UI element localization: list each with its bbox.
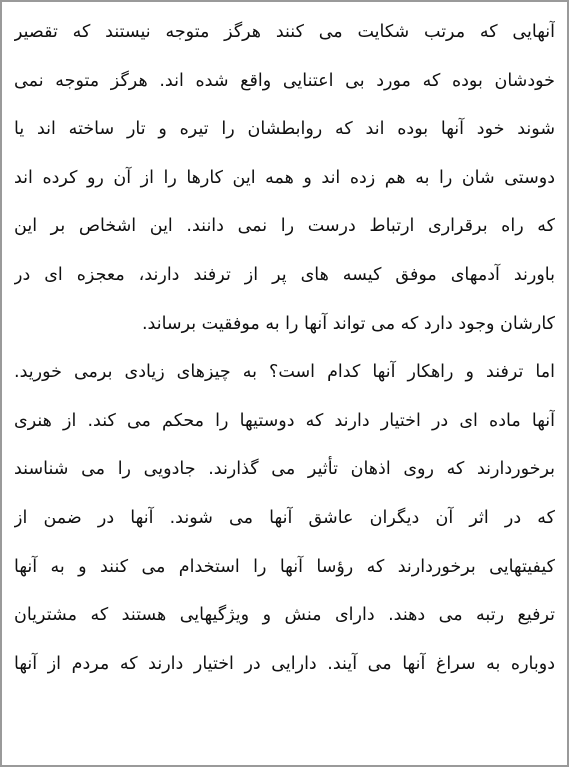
text-line-12: کیفیتهایی برخوردارند که رؤسا آنها را استخدام می کنند و به آنها xyxy=(14,556,555,577)
text-line-4: دوستی شان را به هم زده اند و همه این کارها را از آن رو کرده اند xyxy=(14,167,555,188)
text-line-1: آنهایی که مرتب شکایت می کنند هرگز متوجه نیستند که تقصیر xyxy=(14,22,555,42)
text-line-10: برخوردارند که روی اذهان تأثیر می گذارند. جادویی را می شناسند xyxy=(14,459,555,480)
text-line-2: خودشان بوده که مورد بی اعتنایی واقع شده اند. هرگز متوجه نمی xyxy=(14,70,555,91)
text-line-3: شوند خود آنها بوده اند که روابطشان را تیره و تار ساخته اند یا xyxy=(14,119,555,140)
body-text xyxy=(14,8,555,688)
text-line-14: دوباره به سراغ آنها می آیند. دارایی در اختیار دارند که مردم از آنها xyxy=(14,653,555,674)
text-line-13: ترفیع رتبه می دهند. دارای منش و ویژگیهایی هستند که مشتریان xyxy=(14,605,555,626)
paragraph-end-line: کارشان وجود دارد که می تواند آنها را به موفقیت برساند. xyxy=(141,313,555,334)
text-line-6: باورند آدمهای موفق کیسه های پر از ترفند دارند، معجزه ای در xyxy=(14,264,555,285)
text-line-11: که در اثر آن دیگران عاشق آنها می شوند. آنها در ضمن از xyxy=(14,507,555,528)
text-line-8: اما ترفند و راهکار آنها کدام است؟ به چیزهای زیادی برمی خورید. xyxy=(14,362,555,383)
text-line-9: آنها ماده ای در اختیار دارند که دوستیها را محکم می کند. از هنری xyxy=(14,410,555,431)
text-line-5: که راه برقراری ارتباط درست را نمی دانند. این اشخاص بر این xyxy=(14,216,555,237)
